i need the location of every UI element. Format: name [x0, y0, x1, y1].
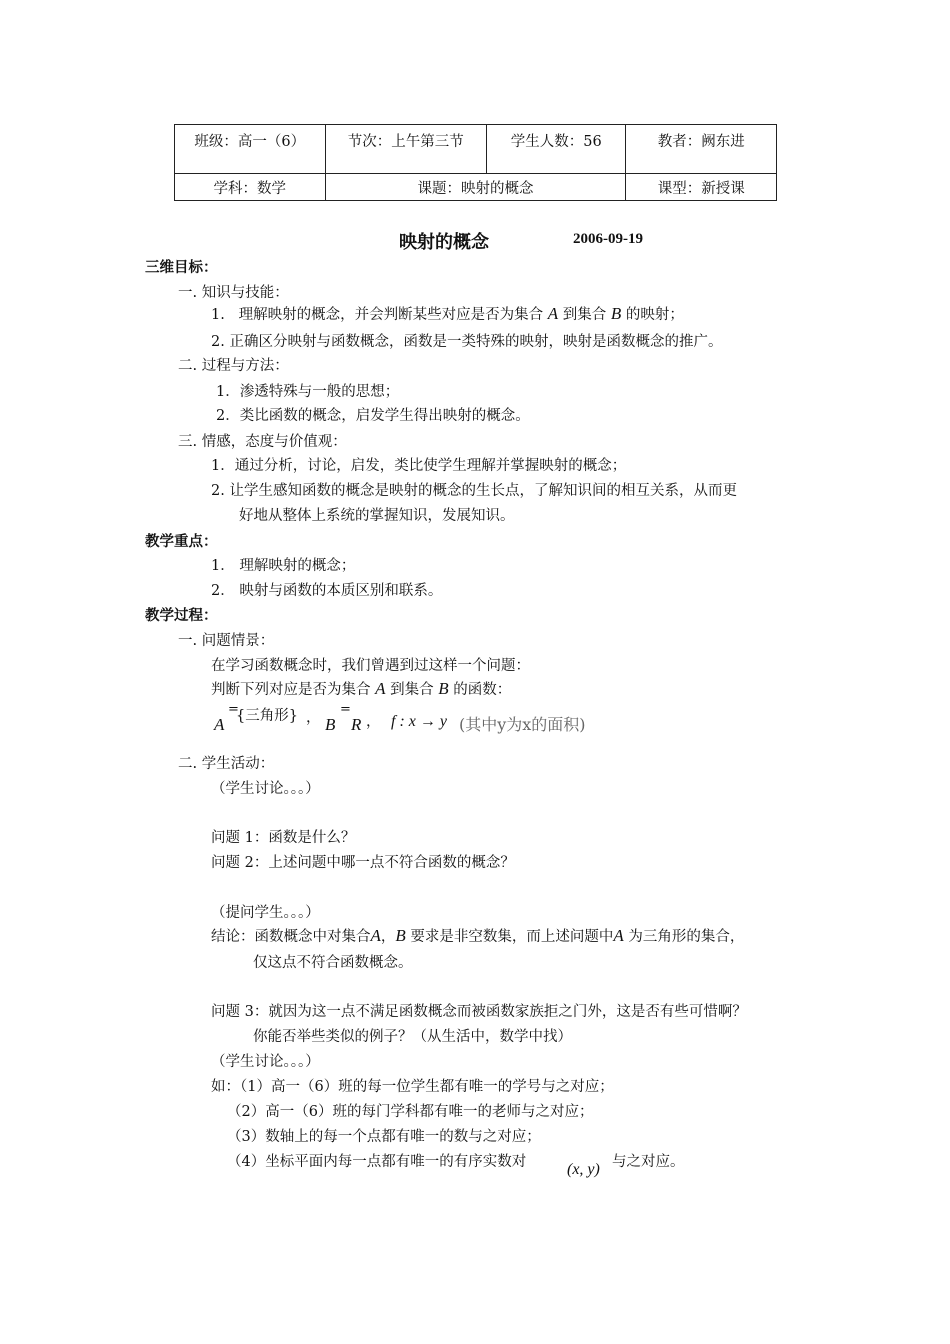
formula-note: (其中y为x的面积): [459, 715, 586, 734]
formula-set: {三角形}: [236, 708, 298, 724]
example-2: （2）高一（6）班的每门学科都有唯一的老师与之对应；: [227, 1104, 594, 1120]
formula-var-b: B: [325, 715, 336, 734]
formula-mapping: f : x → y: [391, 713, 447, 730]
process-section-2: 二. 学生活动：: [178, 756, 275, 772]
key-point-1: 1． 理解映射的概念；: [211, 558, 356, 574]
teacher-cell: 教者：阙东进: [626, 125, 777, 174]
topic-cell: 课题：映射的概念: [325, 174, 626, 201]
question-3-cont: 你能否举些类似的例子？（从生活中，数学中找）: [253, 1029, 572, 1045]
goals-item-3-2: 2. 让学生感知函数的概念是映射的概念的生长点，了解知识间的相互关系，从而更: [211, 483, 737, 499]
conclusion: 结论：函数概念中对集合A，B 要求是非空数集，而上述问题中A 为三角形的集合，: [211, 926, 745, 945]
ordered-pair: (x, y): [567, 1161, 600, 1178]
goals-item-3-1: 1．通过分析，讨论，启发，类比使学生理解并掌握映射的概念；: [211, 458, 627, 474]
goals-section-3: 三. 情感，态度与价值观：: [178, 434, 347, 450]
students-cell: 学生人数：56: [486, 125, 626, 174]
class-cell: 班级：高一（6）: [175, 125, 326, 174]
goals-section-1: 一. 知识与技能：: [178, 285, 289, 301]
process-para-2: 判断下列对应是否为集合 A 到集合 B 的函数：: [211, 679, 512, 698]
example-1: 如：（1）高一（6）班的每一位学生都有唯一的学号与之对应；: [211, 1079, 614, 1095]
ask-students: （提问学生。。。）: [211, 905, 320, 921]
question-3: 问题 3：就因为这一点不满足函数概念而被函数家族拒之门外，这是否有些可惜啊？: [211, 1004, 747, 1020]
process-section-1: 一. 问题情景：: [178, 633, 275, 649]
goals-item-2-2: 2．类比函数的概念，启发学生得出映射的概念。: [216, 408, 530, 424]
process-para-1: 在学习函数概念时，我们曾遇到过这样一个问题：: [211, 658, 530, 674]
date: 2006-09-19: [573, 231, 643, 247]
formula-eq-2: =: [340, 702, 351, 717]
formula-var-r: R: [351, 715, 362, 734]
example-4-end: 与之对应。: [612, 1154, 685, 1170]
key-point-2: 2． 映射与函数的本质区别和联系。: [211, 583, 443, 599]
lesson-info-table: [174, 124, 777, 201]
formula-eq-1: =: [228, 702, 239, 717]
subject-cell: 学科：数学: [175, 174, 326, 201]
example-3: （3）数轴上的每一个点都有唯一的数与之对应；: [227, 1129, 541, 1145]
goals-section-2: 二. 过程与方法：: [178, 358, 289, 374]
conclusion-cont: 仅这点不符合函数概念。: [253, 955, 413, 971]
goals-item-2-1: 1．渗透特殊与一般的思想；: [216, 384, 400, 400]
example-4: （4）坐标平面内每一点都有唯一的有序实数对: [227, 1154, 527, 1170]
question-2: 问题 2：上述问题中哪一点不符合函数的概念？: [211, 855, 515, 871]
formula-comma-2: ，: [366, 714, 381, 730]
process-heading: 教学过程：: [145, 608, 218, 624]
goals-item-3-2-cont: 好地从整体上系统的掌握知识，发展知识。: [239, 508, 515, 524]
goals-item-1-2: 2. 正确区分映射与函数概念，函数是一类特殊的映射，映射是函数概念的推广。: [211, 334, 723, 350]
formula-var-a: A: [214, 715, 225, 734]
page-title: 映射的概念: [399, 232, 489, 253]
goals-item-1-1: 1. 理解映射的概念，并会判断某些对应是否为集合 A 到集合 B 的映射；: [211, 304, 684, 323]
question-1: 问题 1：函数是什么？: [211, 830, 356, 846]
goals-heading: 三维目标：: [145, 260, 218, 276]
lesson-type-cell: 课型：新授课: [626, 174, 777, 201]
formula-comma-1: ，: [306, 710, 321, 726]
key-points-heading: 教学重点：: [145, 534, 218, 550]
discussion-1: （学生讨论。。。）: [211, 781, 320, 797]
period-cell: 节次：上午第三节: [325, 125, 486, 174]
discussion-2: （学生讨论。。。）: [211, 1054, 320, 1070]
